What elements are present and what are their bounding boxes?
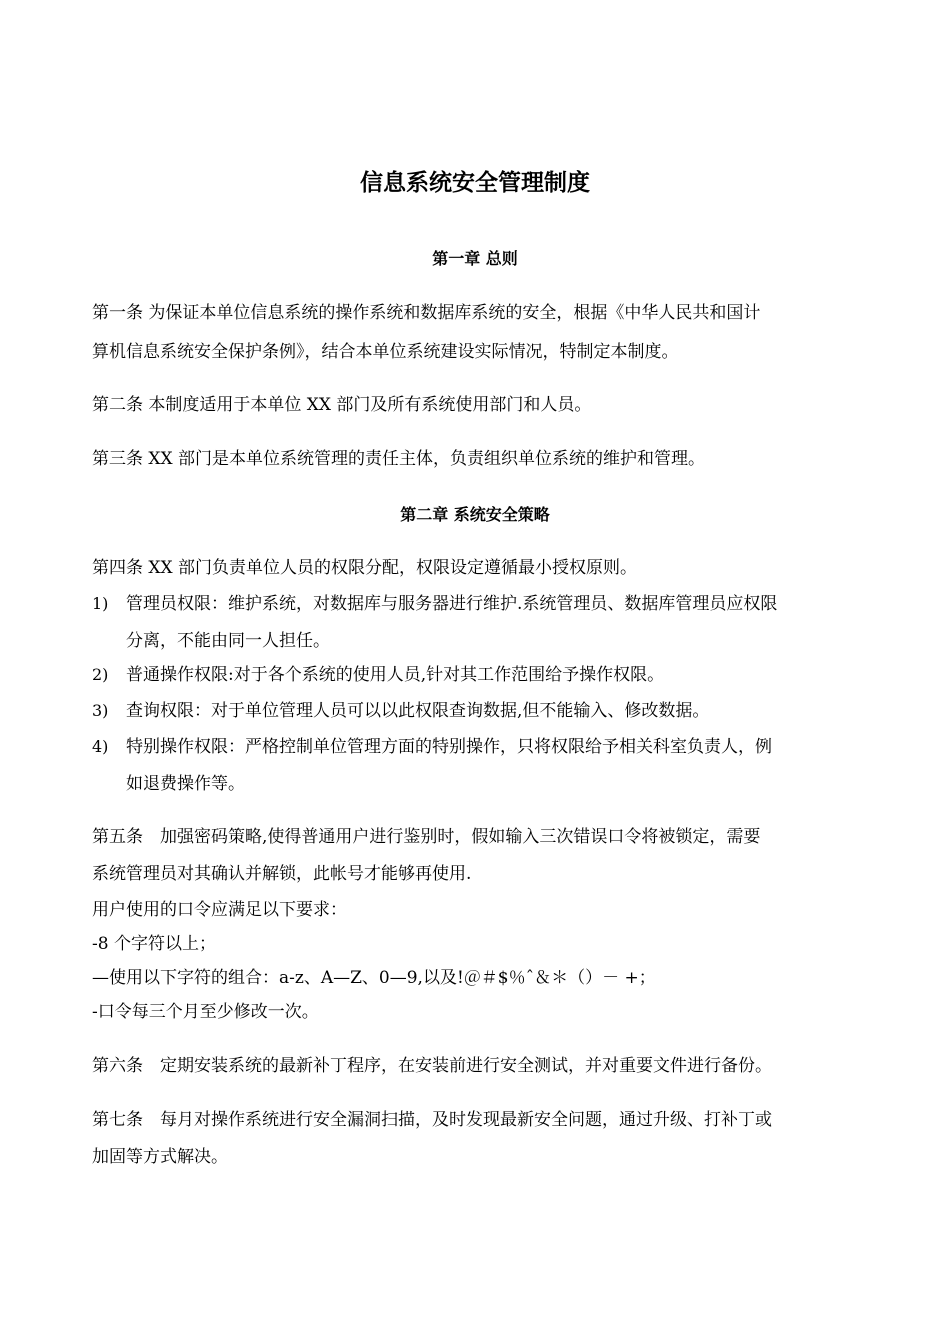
- list-item-1-line-1: 管理员权限：维护系统，对数据库与服务器进行维护.系统管理员、数据库管理员应权限: [126, 594, 778, 614]
- article-5-line-1: 第五条 加强密码策略,使得普通用户进行鉴别时，假如输入三次错误口令将被锁定，需要: [92, 827, 761, 847]
- list-item-3-line-1: 查询权限：对于单位管理人员可以以此权限查询数据,但不能输入、修改数据。: [126, 701, 710, 721]
- article-2: 第二条 本制度适用于本单位 XX 部门及所有系统使用部门和人员。: [92, 395, 592, 415]
- list-item-1-line-2: 分离，不能由同一人担任。: [126, 631, 330, 651]
- list-item-number: 2): [92, 665, 109, 684]
- password-requirement-1: -8 个字符以上；: [92, 934, 216, 954]
- article-6: 第六条 定期安装系统的最新补丁程序，在安装前进行安全测试，并对重要文件进行备份。: [92, 1056, 772, 1076]
- list-item-2-line-1: 普通操作权限:对于各个系统的使用人员,针对其工作范围给予操作权限。: [126, 665, 665, 685]
- article-3: 第三条 XX 部门是本单位系统管理的责任主体，负责组织单位系统的维护和管理。: [92, 449, 706, 469]
- article-1-line-1: 第一条 为保证本单位信息系统的操作系统和数据库系统的安全，根据《中华人民共和国计: [92, 303, 761, 323]
- article-4: 第四条 XX 部门负责单位人员的权限分配，权限设定遵循最小授权原则。: [92, 558, 638, 578]
- chapter-1-heading: 第一章 总则: [432, 249, 518, 268]
- chapter-2-heading: 第二章 系统安全策略: [400, 505, 550, 524]
- document-title: 信息系统安全管理制度: [360, 170, 590, 196]
- article-5-line-3: 用户使用的口令应满足以下要求：: [92, 900, 347, 920]
- article-1-line-2: 算机信息系统安全保护条例》，结合本单位系统建设实际情况，特制定本制度。: [92, 342, 679, 362]
- article-5-line-2: 系统管理员对其确认并解锁，此帐号才能够再使用.: [92, 864, 472, 884]
- article-7-line-2: 加固等方式解决。: [92, 1147, 228, 1167]
- article-7-line-1: 第七条 每月对操作系统进行安全漏洞扫描，及时发现最新安全问题，通过升级、打补丁或: [92, 1110, 772, 1130]
- password-requirement-2: —使用以下字符的组合：a-z、A—Z、0—9,以及!＠＃$％ˆ＆＊（）－ +；: [92, 968, 656, 988]
- list-item-number: 1): [92, 594, 109, 613]
- list-item-number: 3): [92, 701, 109, 720]
- password-requirement-3: -口令每三个月至少修改一次。: [92, 1002, 319, 1022]
- list-item-number: 4): [92, 737, 109, 756]
- list-item-4-line-1: 特别操作权限：严格控制单位管理方面的特别操作，只将权限给予相关科室负责人，例: [126, 737, 772, 757]
- list-item-4-line-2: 如退费操作等。: [126, 774, 245, 794]
